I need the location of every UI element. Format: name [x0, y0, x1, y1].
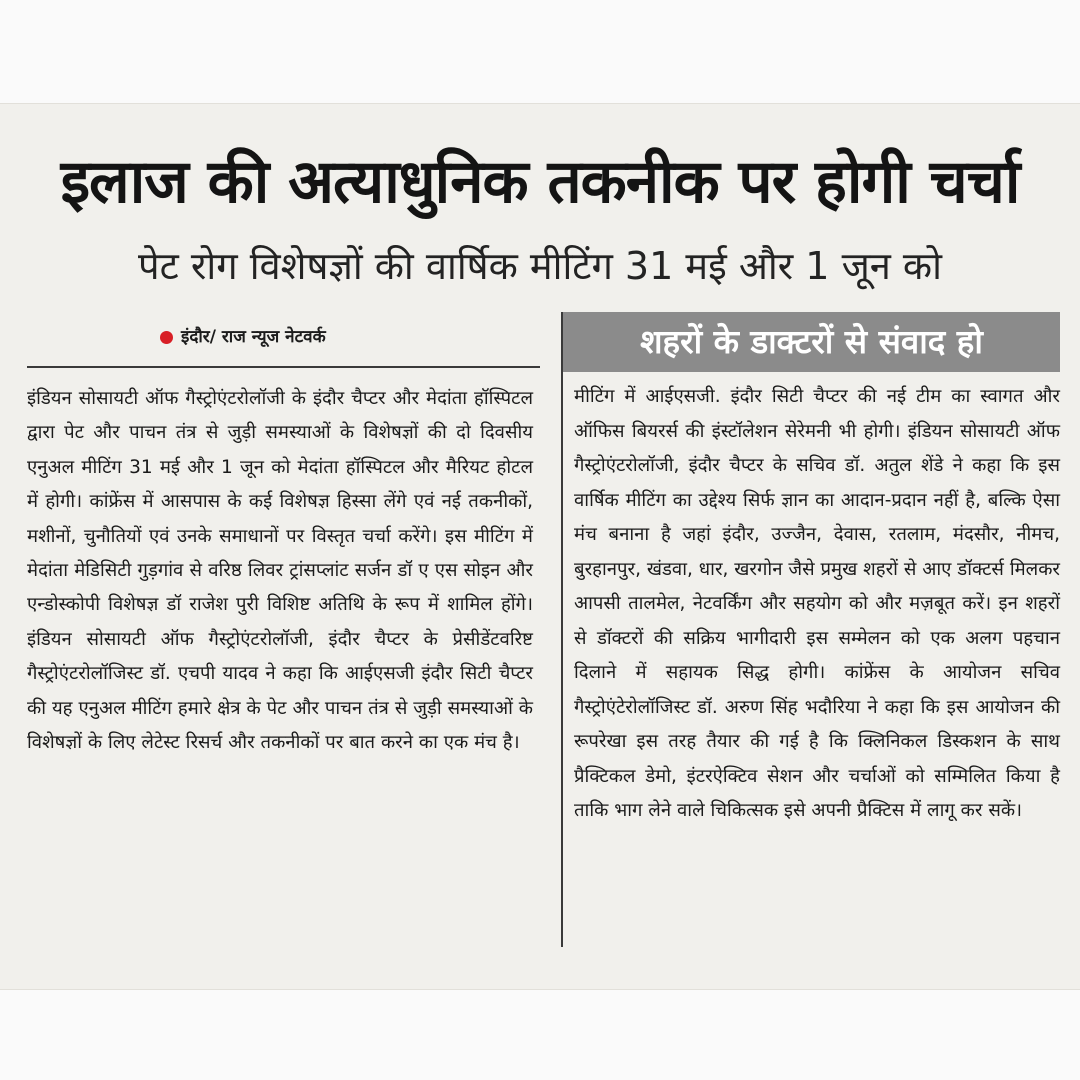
headline: इलाज की अत्याधुनिक तकनीक पर होगी चर्चा: [60, 147, 1020, 217]
subheadline: पेट रोग विशेषज्ञों की वार्षिक मीटिंग 31 मई और 1 जून को: [138, 244, 942, 288]
sidebar-body-text: मीटिंग में आईएसजी. इंदौर सिटी चैप्टर की नई टीम का स्वागत और ऑफिस बियरर्स की इंस्टॉलेशन सेरेमनी भी होगी। इंडियन सोसायटी ऑफ गैस्ट्रोएंटरोलॉजी, इंदौर चैप्टर के सचिव डॉ. अतुल शेंडे ने कहा कि इस वार्षिक मीटिंग का उद्देश्य सिर्फ ज्ञान का आदान-प्रदान नहीं है, बल्कि ऐसा मंच बनाना है जहां इंदौर, उज्जैन, देवास, रतलाम, मंदसौर, नीमच, बुरहानपुर, खंडवा, धार, खरगोन जैसे प्रमुख शहरों से आए डॉक्टर्स मिलकर आपसी तालमेल, नेटवर्किंग और सहयोग को और मज़बूत करें। इन शहरों से डॉक्टरों की सक्रिय भागीदारी इस सम्मेलन को एक अलग पहचान दिलाने में सहायक सिद्ध होगी। कांफ्रेंस के आयोजन सचिव गैस्ट्रोएंटेरोलॉजिस्ट डॉ. अरुण सिंह भदौरिया ने कहा कि इस आयोजन की रूपरेखा इस तरह तैयार की गई है कि क्लिनिकल डिस्कशन के साथ प्रैक्टिकल डेमो, इंटरऐक्टिव सेशन और चर्चाओं को सम्मिलित किया है ताकि भाग लेने वाले चिकित्सक इसे अपनी प्रैक्टिस में लागू कर सकें।: [574, 386, 1060, 821]
dateline: [160, 322, 326, 352]
article-body: [27, 382, 533, 760]
dateline-text: इंदौर/ राज न्यूज नेटवर्क: [181, 327, 326, 347]
bullet-dot-icon: [160, 331, 173, 344]
sidebar-body: [574, 380, 1060, 829]
article-body-text: इंडियन सोसायटी ऑफ गैस्ट्रोएंटरोलॉजी के इंदौर चैप्टर और मेदांता हॉस्पिटल द्वारा पेट और पाचन तंत्र से जुड़ी समस्याओं के विशेषज्ञों की दो दिवसीय एनुअल मीटिंग 31 मई और 1 जून को मेदांता हॉस्पिटल और मैरियट होटल में होगी। कांफ्रेंस में आसपास के कई विशेषज्ञ हिस्सा लेंगे एवं नई तकनीकों, मशीनों, चुनौतियों एवं उनके समाधानों पर विस्तृत चर्चा करेंगे। इस मीटिंग में मेदांता मेडिसिटी गुड़गांव से वरिष्ठ लिवर ट्रांसप्लांट सर्जन डॉ ए एस सोइन और एन्डोस्कोपी विशेषज्ञ डॉ राजेश पुरी विशिष्ट अतिथि के रूप में शामिल होंगे। इंडियन सोसायटी ऑफ गैस्ट्रोएंटरोलॉजी, इंदौर चैप्टर के प्रेसीडेंटवरिष्ट गैस्ट्रोएंटरोलॉजिस्ट डॉ. एचपी यादव ने कहा कि आईएसजी इंदौर सिटी चैप्टर की यह एनुअल मीटिंग हमारे क्षेत्र के पेट और पाचन तंत्र से जुड़ी समस्याओं के विशेषज्ञों के लिए लेटेस्ट रिसर्च और तकनीकों पर बात करने का एक मंच है।: [27, 388, 533, 754]
column-divider: [561, 312, 563, 947]
dateline-rule: [27, 366, 540, 368]
sidebar-title: शहरों के डाक्टरों से संवाद हो: [640, 322, 983, 361]
